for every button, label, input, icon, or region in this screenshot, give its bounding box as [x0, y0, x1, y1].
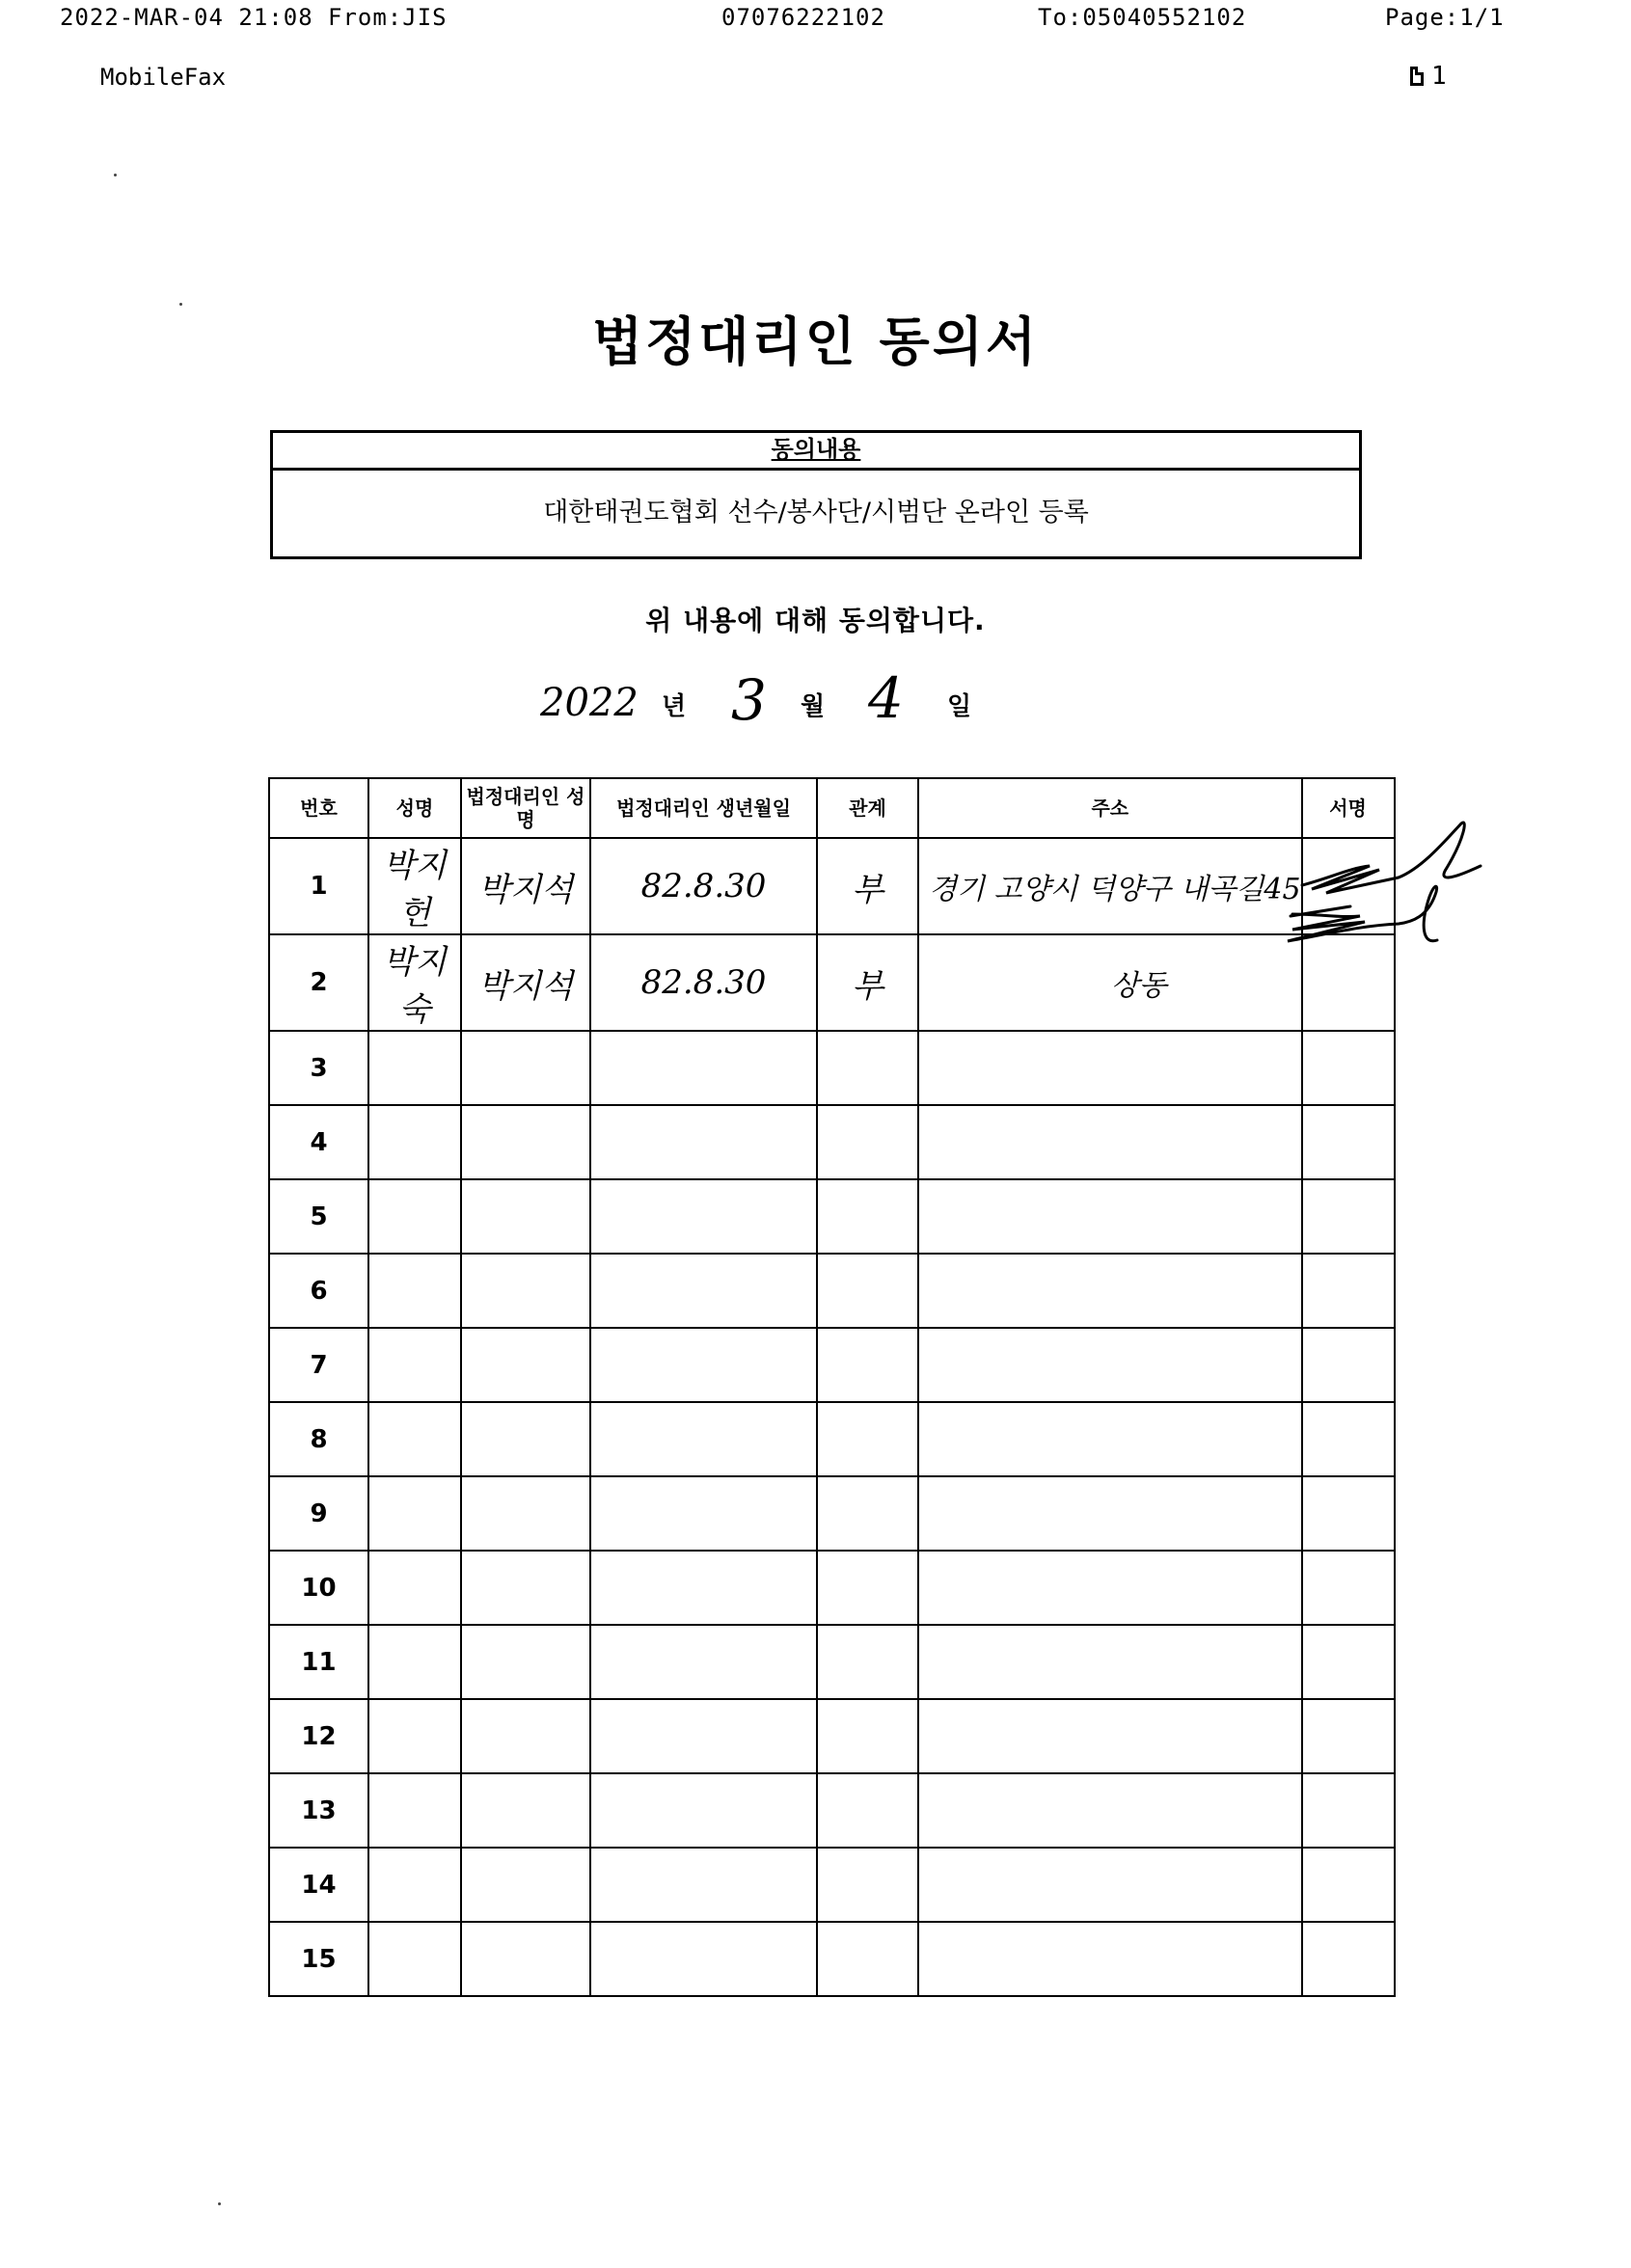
table-row: [269, 838, 1395, 934]
guardian-table: [268, 777, 1396, 1997]
header-signature: 서명: [1302, 778, 1395, 838]
row-no: 1: [269, 838, 368, 934]
table-row: [269, 1699, 1395, 1773]
date-day: 4: [868, 665, 904, 731]
header-name: 성명: [368, 778, 461, 838]
fax-from-number: 07076222102: [721, 4, 885, 31]
page-count-value: 1: [1431, 62, 1447, 91]
row-no: 9: [269, 1476, 368, 1551]
row-no: 5: [269, 1179, 368, 1254]
date-year-label: 년: [662, 692, 687, 721]
table-row: [269, 1179, 1395, 1254]
row-no: 2: [269, 934, 368, 1031]
row-address: 상동: [918, 934, 1302, 1031]
page-title: 법정대리인 동의서: [591, 311, 1040, 372]
table-row: [269, 1625, 1395, 1699]
consent-content: 대한태권도협회 선수/봉사단/시범단 온라인 등록: [543, 498, 1089, 527]
row-no: 10: [269, 1551, 368, 1625]
table-row: [269, 934, 1395, 1031]
row-no: 7: [269, 1328, 368, 1402]
fax-header: [0, 4, 1631, 42]
row-no: 13: [269, 1773, 368, 1848]
row-relation: 부: [817, 838, 918, 934]
date-month-label: 월: [801, 692, 826, 721]
date-day-label: 일: [947, 692, 972, 721]
row-no: 15: [269, 1922, 368, 1996]
table-row: [269, 1848, 1395, 1922]
row-no: 14: [269, 1848, 368, 1922]
date-year: 2022: [540, 681, 639, 725]
table-row: [269, 1922, 1395, 1996]
fax-datetime: 2022-MAR-04 21:08: [60, 4, 313, 31]
date-line: [521, 665, 1100, 739]
header-guardian-birth: 법정대리인 생년월일: [590, 778, 817, 838]
date-month: 3: [731, 667, 767, 733]
table-row: [269, 1031, 1395, 1105]
scan-speck: [114, 174, 117, 176]
header-guardian-name: 법정대리인 성명: [461, 778, 590, 838]
row-no: 3: [269, 1031, 368, 1105]
row-address: 경기 고양시 덕양구 내곡길45: [918, 838, 1302, 934]
row-no: 8: [269, 1402, 368, 1476]
row-relation: 부: [817, 934, 918, 1031]
table-row: [269, 1105, 1395, 1179]
table-row: [269, 1476, 1395, 1551]
row-guardian-birth: 82.8.30: [590, 838, 817, 934]
row-no: 6: [269, 1254, 368, 1328]
row-no: 4: [269, 1105, 368, 1179]
table-row: [269, 1328, 1395, 1402]
row-guardian-name: 박지석: [461, 838, 590, 934]
handwritten-signature: [1254, 810, 1485, 1003]
table-row: [269, 1551, 1395, 1625]
row-no: 12: [269, 1699, 368, 1773]
table-header-row: [269, 778, 1395, 838]
row-name: 박지숙: [368, 934, 461, 1031]
fax-to: To:05040552102: [1038, 4, 1247, 31]
header-address: 주소: [918, 778, 1302, 838]
row-name: 박지헌: [368, 838, 461, 934]
row-guardian-birth: 82.8.30: [590, 934, 817, 1031]
table-row: [269, 1254, 1395, 1328]
document-icon: [1410, 67, 1424, 86]
row-no: 11: [269, 1625, 368, 1699]
table-row: [269, 1402, 1395, 1476]
fax-page: Page:1/1: [1385, 4, 1505, 31]
agree-statement: 위 내용에 대해 동의합니다.: [645, 605, 986, 636]
scan-speck: [218, 2202, 221, 2205]
consent-heading: 동의내용: [273, 433, 1359, 471]
consent-box: [270, 430, 1362, 559]
header-no: 번호: [269, 778, 368, 838]
fax-app-name: MobileFax: [100, 64, 227, 91]
fax-from: From:JIS: [328, 4, 448, 31]
header-relation: 관계: [817, 778, 918, 838]
table-row: [269, 1773, 1395, 1848]
row-guardian-name: 박지석: [461, 934, 590, 1031]
page-count: [1410, 62, 1447, 91]
